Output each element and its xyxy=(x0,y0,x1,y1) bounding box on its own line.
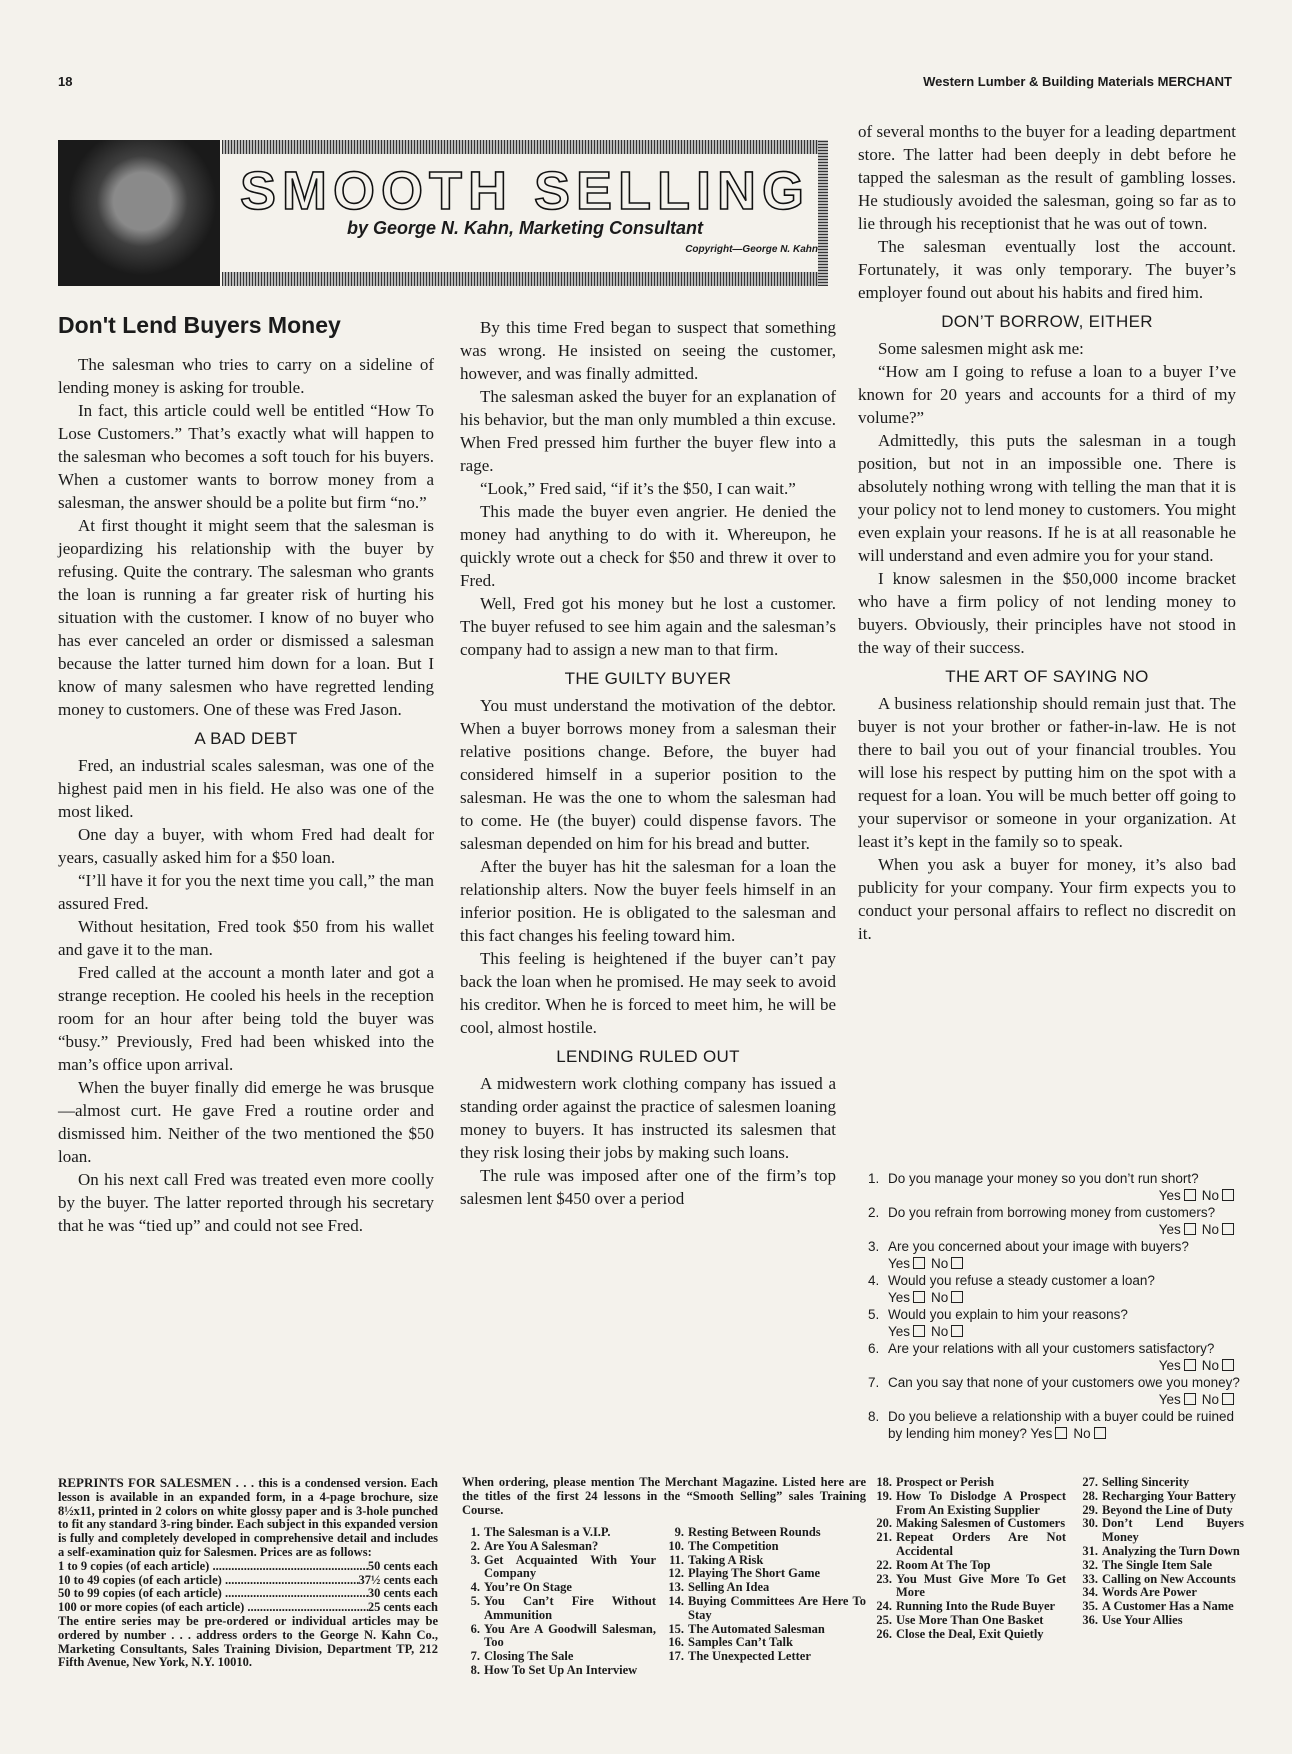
price-value: 50 cents each xyxy=(367,1558,438,1573)
lesson-item xyxy=(666,1526,866,1540)
price-quantity: 1 to 9 copies (of each article) ..... xyxy=(58,1560,368,1574)
lesson-number: 2. xyxy=(470,1538,480,1553)
quiz-number: 8. xyxy=(868,1409,880,1424)
quiz-text: Do you believe a relationship with a buyer could be ruined by lending him money? xyxy=(888,1409,1234,1441)
lesson-item xyxy=(462,1581,656,1595)
yes-label: Yes xyxy=(1158,1188,1181,1203)
price-quantity: 100 or more copies (of each article) ..... xyxy=(58,1601,368,1615)
lesson-title: Playing The Short Game xyxy=(688,1566,821,1581)
price-value: 30 cents each xyxy=(367,1586,438,1601)
lesson-number: 22. xyxy=(876,1557,892,1572)
lesson-number: 9. xyxy=(674,1525,684,1539)
yes-label: Yes xyxy=(1158,1392,1181,1407)
lesson-title: Making Salesmen of Customers xyxy=(896,1516,1066,1531)
lesson-item xyxy=(666,1540,866,1554)
lesson-title: Close the Deal, Exit Quietly xyxy=(896,1626,1044,1641)
quiz-text: Can you say that none of your customers owe you money? xyxy=(888,1375,1240,1390)
lesson-item xyxy=(462,1650,656,1664)
price-quantity: 50 to 99 copies (of each article) ..... xyxy=(58,1587,368,1601)
lesson-title: Selling Sincerity xyxy=(1102,1475,1190,1489)
lesson-number: 15. xyxy=(668,1621,684,1636)
lesson-title: The Single Item Sale xyxy=(1102,1557,1213,1572)
lesson-number: 16. xyxy=(668,1635,684,1650)
quiz-text: Are you concerned about your image with buyers? xyxy=(888,1239,1189,1254)
lesson-number: 28. xyxy=(1082,1488,1098,1503)
quiz-number: 7. xyxy=(868,1375,880,1390)
quiz-text: Are your relations with all your customers satisfactory? xyxy=(888,1341,1215,1356)
yes-label: Yes xyxy=(888,1290,911,1305)
lesson-number: 5. xyxy=(470,1593,480,1608)
yes-checkbox[interactable] xyxy=(913,1257,925,1269)
paragraph: The salesman asked the buyer for an explanation of his behavior, but the man only mumbled a thin excuse. When Fred pressed him further the buyer flew into a rage. xyxy=(460,387,836,475)
lesson-title: Recharging Your Battery xyxy=(1102,1488,1237,1503)
quiz-number: 4. xyxy=(868,1273,880,1288)
lesson-item xyxy=(666,1567,866,1581)
no-label: No xyxy=(1201,1222,1219,1237)
lesson-item xyxy=(874,1573,1066,1601)
paragraph: When you ask a buyer for money, it’s also bad publicity for your company. Your firm expects you to conduct your personal affairs to reflect no discredit on it. xyxy=(858,855,1236,943)
lesson-item xyxy=(666,1554,866,1568)
lesson-number: 29. xyxy=(1082,1502,1098,1517)
price-value: 25 cents each xyxy=(367,1600,438,1615)
paragraph: One day a buyer, with whom Fred had dealt for years, casually asked him for a $50 loan. xyxy=(58,825,434,867)
lesson-list-d xyxy=(1080,1476,1244,1628)
quiz-answer-options xyxy=(888,1221,1240,1238)
quiz-text: Do you refrain from borrowing money from customers? xyxy=(888,1205,1216,1220)
quiz-answer-options xyxy=(888,1357,1240,1374)
lesson-title: Beyond the Line of Duty xyxy=(1102,1502,1233,1517)
lesson-number: 33. xyxy=(1082,1571,1098,1586)
lesson-item xyxy=(1080,1559,1244,1573)
lesson-item xyxy=(666,1581,866,1595)
no-checkbox[interactable] xyxy=(1222,1393,1234,1405)
quiz-number: 2. xyxy=(868,1205,880,1220)
lesson-item xyxy=(874,1559,1066,1573)
quiz-number: 6. xyxy=(868,1341,880,1356)
price-list xyxy=(58,1560,438,1615)
quiz-number: 5. xyxy=(868,1307,880,1322)
lesson-item xyxy=(874,1531,1066,1559)
paragraph: By this time Fred began to suspect that something was wrong. He insisted on seeing the customer, however, and was finally admitted. xyxy=(460,318,836,383)
reprints-lead: REPRINTS FOR SALESMEN . . . xyxy=(58,1475,255,1490)
lesson-title: Words Are Power xyxy=(1102,1585,1197,1600)
quiz-text: Would you explain to him your reasons? xyxy=(888,1307,1128,1322)
lesson-title: Calling on New Accounts xyxy=(1102,1571,1236,1586)
article-column-3 xyxy=(858,120,1236,945)
lesson-item xyxy=(1080,1490,1244,1504)
lesson-number: 17. xyxy=(668,1649,684,1664)
quiz-question xyxy=(868,1306,1240,1340)
lesson-number: 1. xyxy=(470,1525,480,1539)
no-label: No xyxy=(931,1324,949,1339)
lessons-intro: When ordering, please mention The Merchant Magazine. Listed here are the titles of the first 24 lessons in the “Smooth Selling” sales Training Course. xyxy=(462,1475,866,1517)
yes-checkbox[interactable] xyxy=(913,1325,925,1337)
paragraph: “I’ll have it for you the next time you call,” the man assured Fred. xyxy=(58,871,434,913)
lesson-number: 31. xyxy=(1082,1543,1098,1558)
section-heading: DON’T BORROW, EITHER xyxy=(941,312,1153,331)
lesson-title: A Customer Has a Name xyxy=(1102,1599,1234,1614)
quiz-question xyxy=(868,1374,1240,1408)
lesson-title: The Competition xyxy=(688,1538,779,1553)
quiz-question xyxy=(868,1170,1240,1204)
quiz-answer-options xyxy=(888,1323,1240,1340)
lesson-title: The Salesman is a V.I.P. xyxy=(484,1525,611,1539)
price-row xyxy=(58,1601,438,1615)
lesson-title: Closing The Sale xyxy=(484,1649,574,1664)
lesson-number: 6. xyxy=(470,1621,480,1636)
lesson-title: Get Acquainted With Your Company xyxy=(484,1552,656,1581)
lesson-item xyxy=(874,1476,1066,1490)
lesson-item xyxy=(874,1517,1066,1531)
reprints-text: this is a condensed version. Each lesson is available in an expanded form, in a 4-page brochure, size 8½x11, printed in 2 colors on white glossy paper and is 3-hole punched to fit any standard 3-ring binder. Each subject in this expanded version is fully and completely developed in comprehensive detail and includes a self-examination quiz for Salesmen. Prices are as follows: xyxy=(58,1476,438,1559)
paragraph: Without hesitation, Fred took $50 from his wallet and gave it to the man. xyxy=(58,917,434,959)
lesson-number: 18. xyxy=(876,1475,892,1489)
quiz-answer-options xyxy=(888,1391,1240,1408)
paragraph: In fact, this article could well be entitled “How To Lose Customers.” That’s exactly what will happen to the salesman who becomes a soft touch for his buyers. When a customer wants to borrow money from a salesman, the answer should be a polite but firm “no.” xyxy=(58,401,434,512)
paragraph: The salesman eventually lost the account. Fortunately, it was only temporary. The buyer’s employer found out about his habits and fired him. xyxy=(858,237,1236,302)
lesson-item xyxy=(1080,1504,1244,1518)
lesson-item xyxy=(1080,1600,1244,1614)
lesson-title: Taking A Risk xyxy=(688,1552,764,1567)
lesson-title: You Are A Goodwill Salesman, Too xyxy=(484,1621,656,1650)
paragraph: Some salesmen might ask me: xyxy=(878,339,1084,358)
no-checkbox[interactable] xyxy=(951,1257,963,1269)
paragraph: Well, Fred got his money but he lost a customer. The buyer refused to see him again and the salesman’s company had to assign a new man to that firm. xyxy=(460,594,836,659)
paragraph: Admittedly, this puts the salesman in a tough position, but not in an impossible one. There is absolutely nothing wrong with telling the man that it is your policy not to lend money to customers. You might even explain your reasons. If he is at all reasonable he will understand and even admire you for your stand. xyxy=(858,431,1236,565)
lesson-item xyxy=(1080,1586,1244,1600)
quiz-answer-options xyxy=(888,1255,1240,1272)
copyright-notice: Copyright—George N. Kahn xyxy=(685,244,818,255)
yes-label: Yes xyxy=(1158,1358,1181,1373)
lesson-number: 12. xyxy=(668,1566,684,1581)
page-number: 18 xyxy=(58,74,73,89)
no-checkbox[interactable] xyxy=(1222,1223,1234,1235)
lesson-list-a xyxy=(462,1526,656,1678)
author-photo xyxy=(58,140,220,286)
article-column-2 xyxy=(460,316,836,1210)
lesson-title: The Automated Salesman xyxy=(688,1621,825,1636)
quiz-question xyxy=(868,1408,1240,1442)
lesson-number: 36. xyxy=(1082,1612,1098,1627)
lesson-number: 13. xyxy=(668,1580,684,1595)
yes-checkbox[interactable] xyxy=(1184,1189,1196,1201)
lesson-title: How To Dislodge A Prospect From An Existing Supplier xyxy=(896,1488,1066,1517)
lesson-item xyxy=(666,1636,866,1650)
lesson-number: 24. xyxy=(876,1599,892,1614)
lesson-item xyxy=(874,1490,1066,1518)
lesson-item xyxy=(462,1554,656,1582)
no-label: No xyxy=(931,1290,949,1305)
lesson-number: 30. xyxy=(1082,1516,1098,1531)
lesson-title: Buying Committees Are Here To Stay xyxy=(688,1593,866,1622)
paragraph: Fred called at the account a month later and got a strange reception. He cooled his heels in the reception room for an hour after being told the buyer was “busy.” Previously, Fred had been whisked into the man’s office upon arrival. xyxy=(58,963,434,1074)
lesson-item xyxy=(874,1614,1066,1628)
lesson-title: Analyzing the Turn Down xyxy=(1102,1543,1240,1558)
lesson-number: 20. xyxy=(876,1516,892,1531)
lesson-item xyxy=(1080,1545,1244,1559)
quiz-number: 1. xyxy=(868,1171,880,1186)
price-row xyxy=(58,1587,438,1601)
lesson-title: Selling An Idea xyxy=(688,1580,770,1595)
lesson-title: You Can’t Fire Without Ammunition xyxy=(484,1593,656,1622)
lesson-title: Samples Can’t Talk xyxy=(688,1635,793,1650)
lesson-item xyxy=(874,1628,1066,1642)
paragraph: A midwestern work clothing company has issued a standing order against the practice of salesmen loaning money to buyers. It has instructed its salesmen that they risk losing their jobs by making such loans. xyxy=(460,1074,836,1162)
lesson-number: 10. xyxy=(668,1538,684,1553)
lesson-number: 4. xyxy=(470,1580,480,1595)
lesson-list-b xyxy=(666,1526,866,1664)
lesson-number: 26. xyxy=(876,1626,892,1641)
yes-checkbox[interactable] xyxy=(1184,1393,1196,1405)
lesson-number: 32. xyxy=(1082,1557,1098,1572)
yes-checkbox[interactable] xyxy=(1184,1359,1196,1371)
lesson-item xyxy=(462,1623,656,1651)
lesson-number: 11. xyxy=(669,1552,684,1567)
paragraph: “Look,” Fred said, “if it’s the $50, I can wait.” xyxy=(480,479,796,498)
byline: by George N. Kahn, Marketing Consultant xyxy=(346,218,704,238)
lesson-title: Prospect or Perish xyxy=(896,1475,995,1489)
lesson-number: 25. xyxy=(876,1612,892,1627)
quiz-answer-options xyxy=(1030,1426,1111,1441)
article-column-1 xyxy=(58,314,434,1237)
quiz-question xyxy=(868,1238,1240,1272)
section-heading: A BAD DEBT xyxy=(194,729,298,748)
paragraph: After the buyer has hit the salesman for a loan the relationship alters. Now the buyer feels himself in an inferior position. He is obligated to the salesman and this fact changes his feeling toward him. xyxy=(460,857,836,945)
price-quantity: 10 to 49 copies (of each article) ..... xyxy=(58,1574,359,1588)
no-label: No xyxy=(1201,1358,1219,1373)
no-label: No xyxy=(1201,1188,1219,1203)
lesson-item xyxy=(666,1650,866,1664)
lesson-title: How To Set Up An Interview xyxy=(484,1662,638,1677)
quiz-question xyxy=(868,1340,1240,1374)
lesson-title: Resting Between Rounds xyxy=(688,1525,821,1539)
lesson-item xyxy=(874,1600,1066,1614)
paragraph: I know salesmen in the $50,000 income bracket who have a firm policy of not lending money to buyers. Obviously, their principles have not stood in the way of their success. xyxy=(858,569,1236,657)
article-headline: Don't Lend Buyers Money xyxy=(58,312,341,338)
paragraph: The rule was imposed after one of the firm’s top salesmen lent $450 over a period xyxy=(460,1166,836,1208)
quiz-question xyxy=(868,1204,1240,1238)
price-row xyxy=(58,1560,438,1574)
lesson-item xyxy=(1080,1573,1244,1587)
quiz-answer-options xyxy=(888,1187,1240,1204)
yes-label: Yes xyxy=(888,1256,911,1271)
section-heading: THE ART OF SAYING NO xyxy=(945,667,1149,686)
yes-label: Yes xyxy=(1030,1426,1053,1441)
lesson-number: 14. xyxy=(668,1593,684,1608)
paragraph: A business relationship should remain just that. The buyer is not your brother or father-in-law. He is not there to bail you out of your financial troubles. You will lose his respect by putting him on the spot with a request for a loan. You will be much better off going to your supervisor or someone in your organization. At least it’s kept in the family so to speak. xyxy=(858,694,1236,851)
yes-label: Yes xyxy=(1158,1222,1181,1237)
quiz-answer-options xyxy=(888,1289,1240,1306)
reprints-closing: The entire series may be pre-ordered or individual articles may be ordered by number . . . address orders to the George N. Kahn Co., Marketing Consultants, Sales Training Division, Department TP, 212 Fifth Avenue, New York, N.Y. 10010. xyxy=(58,1613,438,1670)
self-quiz xyxy=(868,1170,1240,1442)
column-title: SMOOTH SELLING xyxy=(240,161,810,221)
no-checkbox[interactable] xyxy=(1222,1189,1234,1201)
publication-title: Western Lumber & Building Materials MERCHANT xyxy=(923,74,1232,89)
lesson-title: You’re On Stage xyxy=(484,1580,572,1595)
no-checkbox[interactable] xyxy=(951,1291,963,1303)
lesson-title: Room At The Top xyxy=(896,1557,991,1572)
lesson-number: 8. xyxy=(470,1662,480,1677)
lesson-item xyxy=(1080,1614,1244,1628)
no-checkbox[interactable] xyxy=(951,1325,963,1337)
paragraph: This made the buyer even angrier. He denied the money had anything to do with it. Whereupon, he quickly wrote out a check for $50 and threw it over to Fred. xyxy=(460,502,836,590)
section-heading: THE GUILTY BUYER xyxy=(564,669,732,688)
paragraph: of several months to the buyer for a leading department store. The latter had been deeply in debt before he tapped the salesman as the result of gambling losses. He studiously avoided the salesman, going so far as to lie through his receptionist that he was out of town. xyxy=(858,122,1236,233)
lesson-item xyxy=(462,1595,656,1623)
yes-label: Yes xyxy=(888,1324,911,1339)
lesson-number: 7. xyxy=(470,1649,480,1664)
lesson-number: 35. xyxy=(1082,1599,1098,1614)
lesson-title: Repeat Orders Are Not Accidental xyxy=(896,1530,1066,1558)
reprints-notice xyxy=(58,1476,438,1670)
yes-checkbox[interactable] xyxy=(1184,1223,1196,1235)
yes-checkbox[interactable] xyxy=(1055,1427,1067,1439)
lesson-item xyxy=(666,1595,866,1623)
yes-checkbox[interactable] xyxy=(913,1291,925,1303)
lesson-number: 23. xyxy=(876,1571,892,1586)
lesson-item xyxy=(666,1623,866,1637)
lesson-title: Running Into the Rude Buyer xyxy=(896,1599,1056,1614)
lesson-title: You Must Give More To Get More xyxy=(896,1571,1066,1600)
paragraph: “How am I going to refuse a loan to a buyer I’ve known for 20 years and accounts for a third of my volume?” xyxy=(858,362,1236,427)
lesson-number: 34. xyxy=(1082,1585,1098,1600)
section-heading: LENDING RULED OUT xyxy=(556,1047,740,1066)
paragraph: The salesman who tries to carry on a sideline of lending money is asking for trouble. xyxy=(58,355,434,397)
no-checkbox[interactable] xyxy=(1222,1359,1234,1371)
lesson-title: Don’t Lend Buyers Money xyxy=(1102,1516,1244,1545)
lesson-item xyxy=(462,1540,656,1554)
lesson-item xyxy=(462,1664,656,1678)
paragraph: You must understand the motivation of the debtor. When a buyer borrows money from a salesman their relative positions change. Before, the buyer had considered himself in a superior position to the salesman. He was the one to whom the salesman had to come. He (the buyer) could dispense favors. The salesman depended on him for his bread and butter. xyxy=(460,696,836,853)
quiz-text: Would you refuse a steady customer a loan? xyxy=(888,1273,1155,1288)
lesson-number: 27. xyxy=(1082,1475,1098,1489)
lesson-item xyxy=(1080,1476,1244,1490)
quiz-number: 3. xyxy=(868,1239,880,1254)
no-label: No xyxy=(1073,1426,1091,1441)
paragraph: This feeling is heightened if the buyer can’t pay back the loan when he promised. He may seek to avoid his creditor. When he is forced to meet him, he will be cool, almost hostile. xyxy=(460,949,836,1037)
paragraph: When the buyer finally did emerge he was brusque—almost curt. He gave Fred a routine order and dismissed him. Neither of the two mentioned the $50 loan. xyxy=(58,1078,434,1166)
lesson-number: 21. xyxy=(876,1530,892,1545)
lesson-number: 3. xyxy=(470,1552,480,1567)
paragraph: On his next call Fred was treated even more coolly by the buyer. The latter reported through his secretary that he was “tied up” and could not see Fred. xyxy=(58,1170,434,1235)
no-label: No xyxy=(1201,1392,1219,1407)
price-row xyxy=(58,1574,438,1588)
lesson-title: Are You A Salesman? xyxy=(484,1538,599,1553)
no-checkbox[interactable] xyxy=(1094,1427,1106,1439)
lesson-item xyxy=(1080,1517,1244,1545)
banner-band-bottom xyxy=(222,272,828,286)
paragraph: At first thought it might seem that the salesman is jeopardizing his relationship with the buyer by refusing. Quite the contrary. The salesman who grants the loan is running a far greater risk of hurting his situation with the customer. I know of no buyer who has ever canceled an order or dismissed a salesman because the latter turned him down for a loan. But I know of many salesmen who have regretted lending money to customers. One of these was Fred Jason. xyxy=(58,516,434,719)
quiz-text: Do you manage your money so you don’t run short? xyxy=(888,1171,1199,1186)
lesson-list-c xyxy=(874,1476,1066,1642)
lesson-number: 19. xyxy=(876,1488,892,1503)
price-value: 37½ cents each xyxy=(358,1572,438,1587)
quiz-question xyxy=(868,1272,1240,1306)
lesson-item xyxy=(462,1526,656,1540)
no-label: No xyxy=(931,1256,949,1271)
lesson-title: The Unexpected Letter xyxy=(688,1649,811,1664)
paragraph: Fred, an industrial scales salesman, was one of the highest paid men in his field. He also was one of the most liked. xyxy=(58,756,434,821)
lesson-title: Use Your Allies xyxy=(1102,1612,1183,1627)
banner-band-top xyxy=(222,140,828,154)
lesson-title: Use More Than One Basket xyxy=(896,1612,1044,1627)
